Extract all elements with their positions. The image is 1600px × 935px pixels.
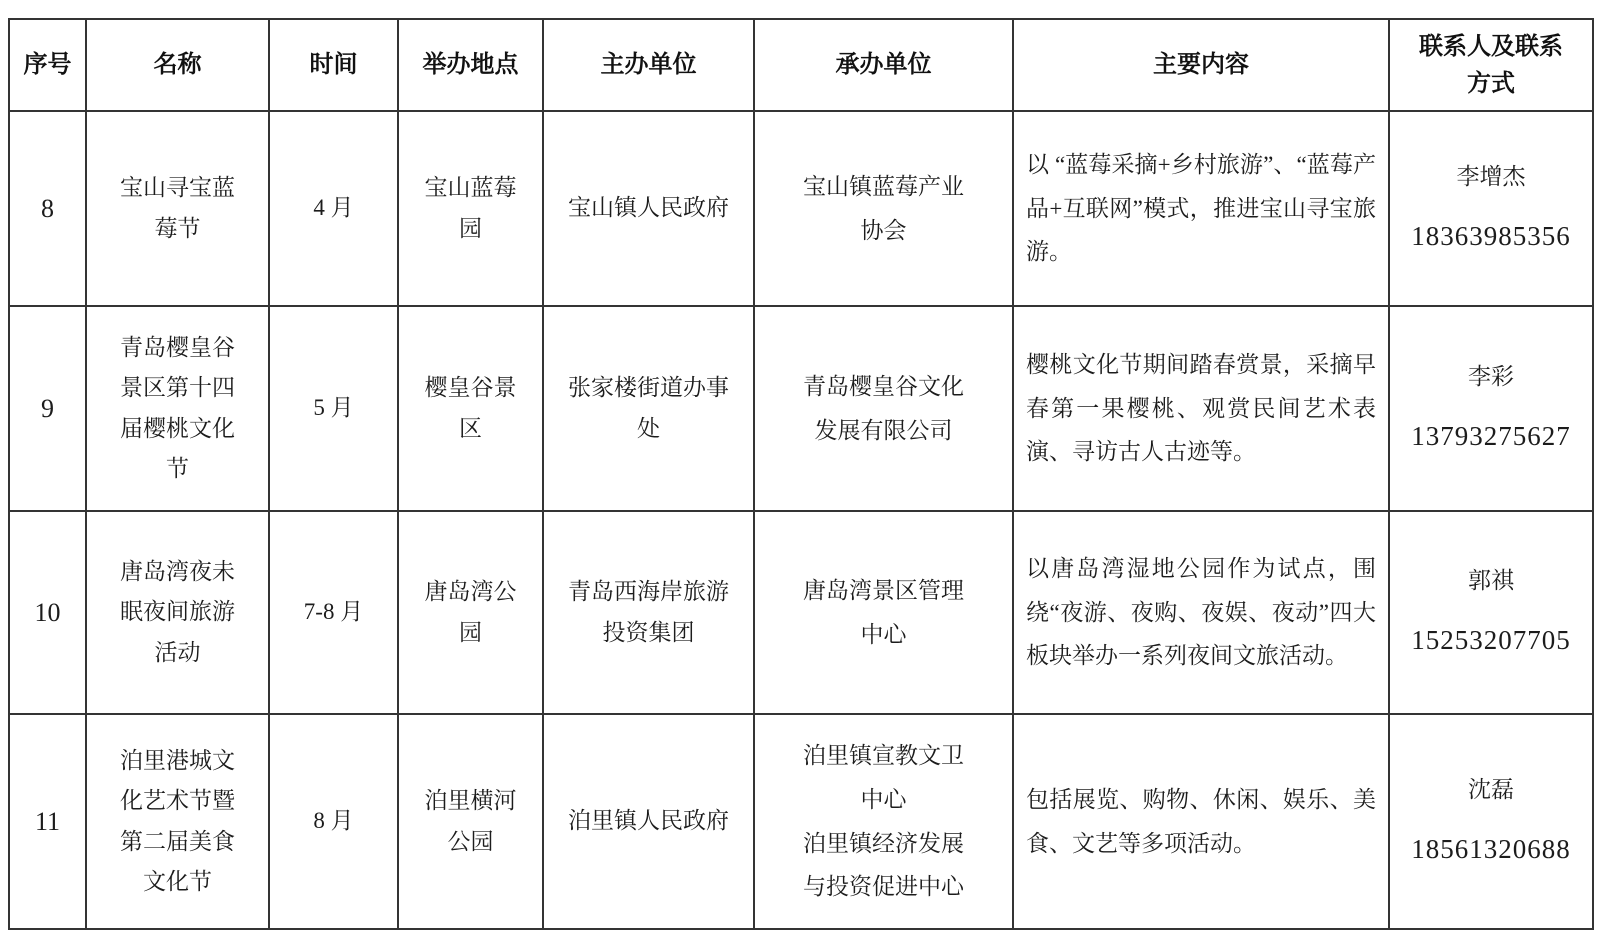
undertaker-item: 宝山镇蓝莓产业协会 xyxy=(803,173,964,243)
table-row xyxy=(9,306,1593,511)
contact-phone: 13793275627 xyxy=(1411,421,1571,451)
column-header-name: 名称 xyxy=(86,19,269,111)
cell-contact xyxy=(1389,511,1593,714)
cell-main-content: 包括展览、购物、休闲、娱乐、美食、文艺等多项活动。 xyxy=(1013,714,1389,929)
column-header-content: 主要内容 xyxy=(1013,19,1389,111)
contact-phone: 18363985356 xyxy=(1411,221,1571,251)
cell-serial: 10 xyxy=(9,511,86,714)
cell-contact xyxy=(1389,714,1593,929)
cell-undertaker xyxy=(754,306,1013,511)
column-header-organizer: 主办单位 xyxy=(543,19,754,111)
cell-event-name: 泊里港城文化艺术节暨第二届美食文化节 xyxy=(86,714,269,929)
column-header-contact: 联系人及联系方式 xyxy=(1389,19,1593,111)
undertaker-item: 唐岛湾景区管理中心 xyxy=(803,577,964,647)
cell-time: 8 月 xyxy=(269,714,398,929)
undertaker-item: 青岛樱皇谷文化发展有限公司 xyxy=(803,373,964,443)
cell-undertaker xyxy=(754,111,1013,306)
contact-name: 沈磊 xyxy=(1468,776,1514,802)
cell-event-name: 唐岛湾夜未眠夜间旅游活动 xyxy=(86,511,269,714)
column-header-serial: 序号 xyxy=(9,19,86,111)
cell-venue: 樱皇谷景区 xyxy=(398,306,543,511)
table-row xyxy=(9,111,1593,306)
cell-time: 7-8 月 xyxy=(269,511,398,714)
cell-main-content: 以唐岛湾湿地公园作为试点，围绕“夜游、夜购、夜娱、夜动”四大板块举办一系列夜间文旅活动。 xyxy=(1013,511,1389,714)
contact-phone: 15253207705 xyxy=(1411,625,1571,655)
table-row xyxy=(9,714,1593,929)
cell-undertaker xyxy=(754,714,1013,929)
undertaker-item: 泊里镇经济发展与投资促进中心 xyxy=(803,830,964,900)
table-row xyxy=(9,511,1593,714)
contact-name: 李增杰 xyxy=(1456,163,1526,189)
cell-main-content: 以 “蓝莓采摘+乡村旅游”、“蓝莓产品+互联网”模式，推进宝山寻宝旅游。 xyxy=(1013,111,1389,306)
cell-time: 4 月 xyxy=(269,111,398,306)
cell-organizer: 张家楼街道办事处 xyxy=(543,306,754,511)
column-header-time: 时间 xyxy=(269,19,398,111)
cell-organizer: 泊里镇人民政府 xyxy=(543,714,754,929)
contact-phone: 18561320688 xyxy=(1411,834,1571,864)
cell-contact xyxy=(1389,111,1593,306)
cell-venue: 唐岛湾公园 xyxy=(398,511,543,714)
cell-serial: 9 xyxy=(9,306,86,511)
cell-event-name: 青岛樱皇谷景区第十四届樱桃文化节 xyxy=(86,306,269,511)
column-header-venue: 举办地点 xyxy=(398,19,543,111)
contact-name: 郭祺 xyxy=(1468,567,1514,593)
cell-organizer: 宝山镇人民政府 xyxy=(543,111,754,306)
table-header-row xyxy=(9,19,1593,111)
cell-time: 5 月 xyxy=(269,306,398,511)
column-header-undertaker: 承办单位 xyxy=(754,19,1013,111)
cell-main-content: 樱桃文化节期间踏春赏景，采摘早春第一果樱桃、观赏民间艺术表演、寻访古人古迹等。 xyxy=(1013,306,1389,511)
cell-venue: 泊里横河公园 xyxy=(398,714,543,929)
cell-venue: 宝山蓝莓园 xyxy=(398,111,543,306)
cell-serial: 8 xyxy=(9,111,86,306)
contact-name: 李彩 xyxy=(1468,363,1514,389)
cell-event-name: 宝山寻宝蓝莓节 xyxy=(86,111,269,306)
cell-undertaker xyxy=(754,511,1013,714)
events-table xyxy=(8,18,1594,930)
cell-organizer: 青岛西海岸旅游投资集团 xyxy=(543,511,754,714)
cell-contact xyxy=(1389,306,1593,511)
undertaker-item: 泊里镇宣教文卫中心 xyxy=(803,743,964,812)
cell-serial: 11 xyxy=(9,714,86,929)
